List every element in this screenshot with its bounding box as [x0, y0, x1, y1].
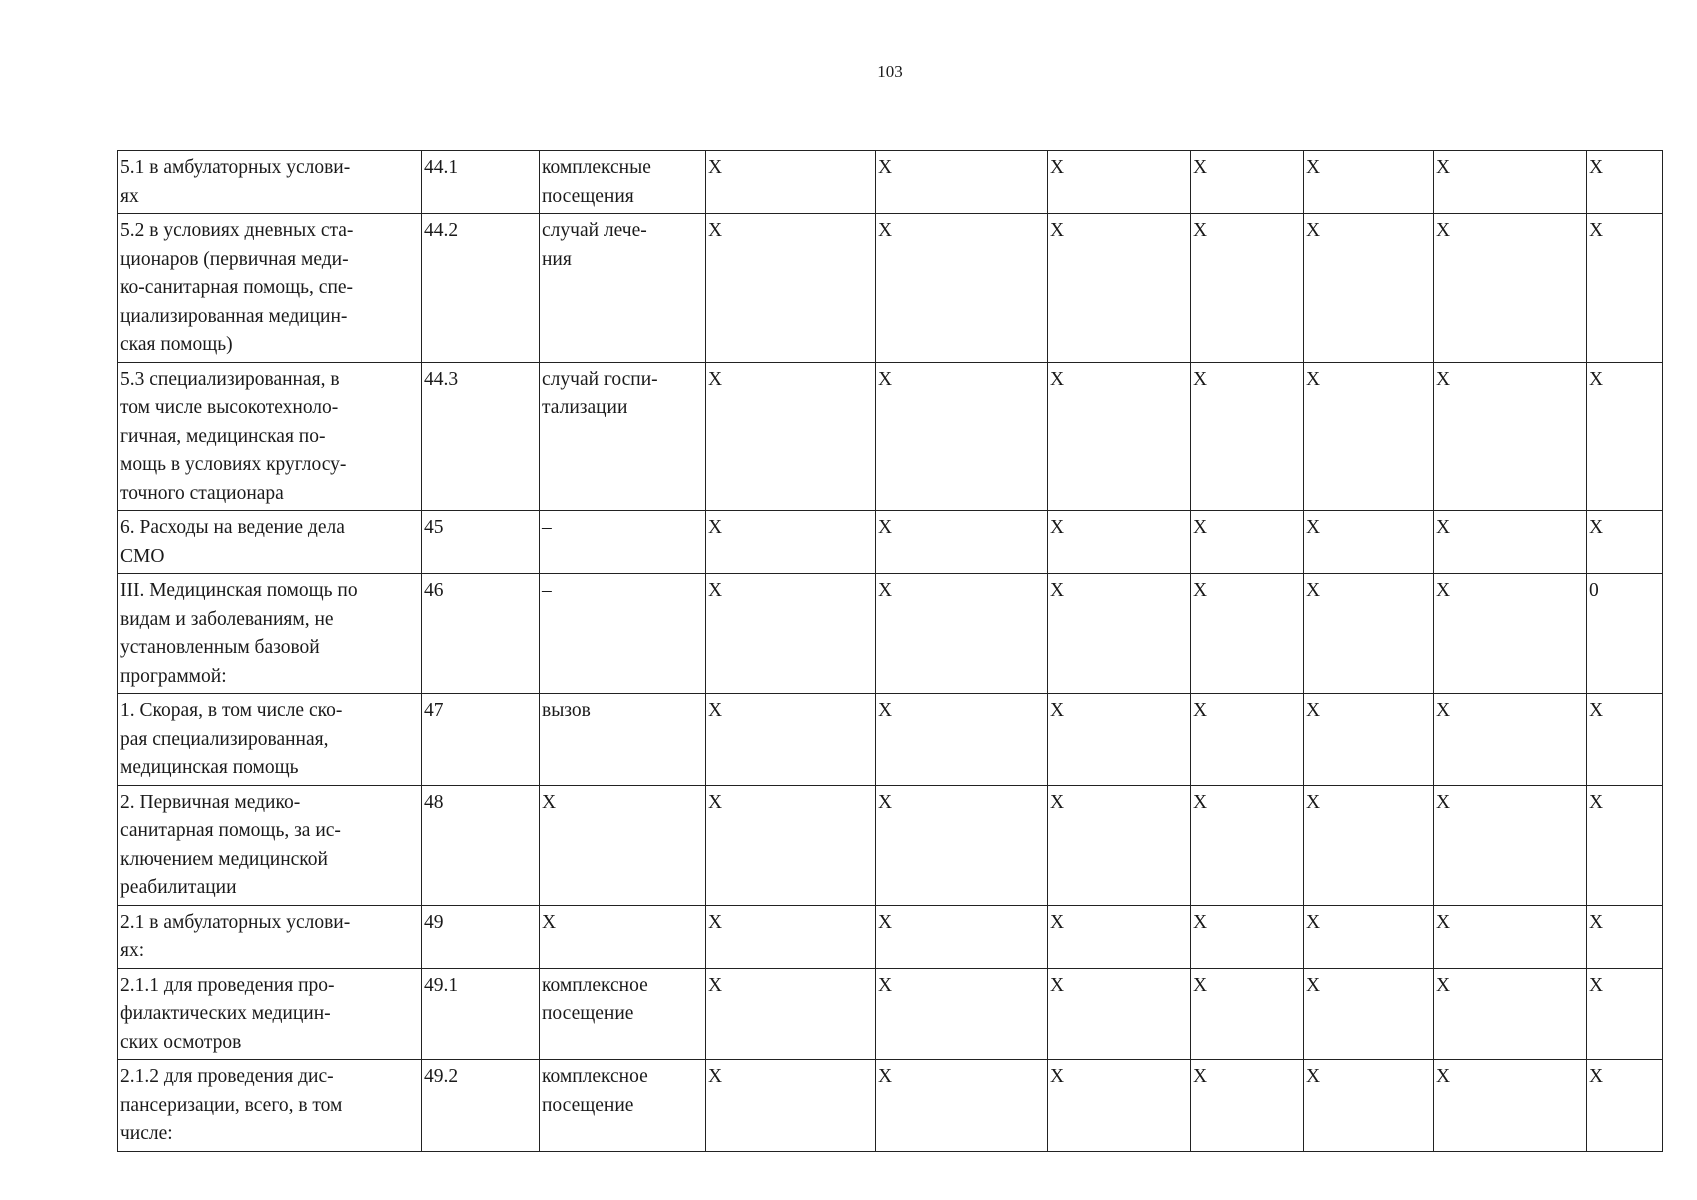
value-cell: X: [1304, 362, 1434, 511]
value-cell: X: [876, 362, 1048, 511]
value-cell: X: [1587, 968, 1663, 1060]
row-code-cell: 49.2: [422, 1060, 540, 1152]
value-cell: X: [1191, 1060, 1304, 1152]
value-cell: X: [1587, 362, 1663, 511]
row-name-cell: 5.2 в условиях дневных ста- ционаров (первичная меди- ко-санитарная помощь, спе- циализированная медицин- ская помощь): [118, 214, 422, 363]
row-code-cell: 44.3: [422, 362, 540, 511]
value-cell: X: [1048, 968, 1191, 1060]
value-cell: X: [706, 785, 876, 905]
value-cell: X: [1191, 968, 1304, 1060]
value-cell: X: [1048, 785, 1191, 905]
value-cell: X: [706, 905, 876, 968]
value-cell: X: [1434, 574, 1587, 694]
table-row: [118, 151, 1663, 214]
table-row: [118, 511, 1663, 574]
value-cell: X: [706, 151, 876, 214]
value-cell: X: [706, 968, 876, 1060]
value-cell: X: [706, 511, 876, 574]
table-row: [118, 1060, 1663, 1152]
value-cell: X: [706, 694, 876, 786]
value-cell: X: [1587, 1060, 1663, 1152]
row-name-cell: 2.1.1 для проведения про- филактических медицин- ских осмотров: [118, 968, 422, 1060]
table-row: [118, 694, 1663, 786]
value-cell: X: [1587, 214, 1663, 363]
row-unit-cell: –: [540, 511, 706, 574]
table-row: [118, 574, 1663, 694]
row-code-cell: 46: [422, 574, 540, 694]
value-cell: 0: [1587, 574, 1663, 694]
value-cell: X: [1304, 694, 1434, 786]
value-cell: X: [876, 511, 1048, 574]
data-table: [117, 150, 1663, 1152]
row-code-cell: 44.1: [422, 151, 540, 214]
value-cell: X: [1304, 1060, 1434, 1152]
row-unit-cell: X: [540, 905, 706, 968]
value-cell: X: [706, 214, 876, 363]
row-unit-cell: X: [540, 785, 706, 905]
value-cell: X: [1048, 694, 1191, 786]
row-name-cell: 1. Скорая, в том числе ско- рая специализированная, медицинская помощь: [118, 694, 422, 786]
value-cell: X: [1434, 511, 1587, 574]
value-cell: X: [876, 968, 1048, 1060]
row-name-cell: 2.1.2 для проведения дис- пансеризации, всего, в том числе:: [118, 1060, 422, 1152]
value-cell: X: [706, 574, 876, 694]
value-cell: X: [1048, 362, 1191, 511]
row-code-cell: 48: [422, 785, 540, 905]
row-code-cell: 49.1: [422, 968, 540, 1060]
table-row: [118, 214, 1663, 363]
value-cell: X: [1434, 905, 1587, 968]
row-name-cell: III. Медицинская помощь по видам и заболеваниям, не установленным базовой программой:: [118, 574, 422, 694]
value-cell: X: [1434, 1060, 1587, 1152]
row-name-cell: 5.3 специализированная, в том числе высокотехноло- гичная, медицинская по- мощь в условиях круглосу- точного стационара: [118, 362, 422, 511]
value-cell: X: [1191, 905, 1304, 968]
value-cell: X: [1587, 694, 1663, 786]
value-cell: X: [706, 1060, 876, 1152]
row-code-cell: 45: [422, 511, 540, 574]
value-cell: X: [1587, 511, 1663, 574]
value-cell: X: [876, 574, 1048, 694]
value-cell: X: [1304, 785, 1434, 905]
value-cell: X: [1304, 214, 1434, 363]
value-cell: X: [876, 905, 1048, 968]
value-cell: X: [1048, 905, 1191, 968]
value-cell: X: [1434, 151, 1587, 214]
value-cell: X: [876, 1060, 1048, 1152]
value-cell: X: [1191, 511, 1304, 574]
row-code-cell: 47: [422, 694, 540, 786]
value-cell: X: [1304, 968, 1434, 1060]
value-cell: X: [1434, 785, 1587, 905]
page-number: 103: [877, 62, 903, 81]
value-cell: X: [1191, 151, 1304, 214]
row-name-cell: 2. Первичная медико- санитарная помощь, за ис- ключением медицинской реабилитации: [118, 785, 422, 905]
row-unit-cell: случай госпи- тализации: [540, 362, 706, 511]
table-row: [118, 785, 1663, 905]
value-cell: X: [1587, 785, 1663, 905]
value-cell: X: [1048, 511, 1191, 574]
row-code-cell: 49: [422, 905, 540, 968]
row-name-cell: 2.1 в амбулаторных услови- ях:: [118, 905, 422, 968]
value-cell: X: [1587, 151, 1663, 214]
value-cell: X: [1048, 214, 1191, 363]
value-cell: X: [876, 694, 1048, 786]
value-cell: X: [1191, 694, 1304, 786]
row-unit-cell: вызов: [540, 694, 706, 786]
value-cell: X: [1587, 905, 1663, 968]
row-name-cell: 5.1 в амбулаторных услови- ях: [118, 151, 422, 214]
row-unit-cell: комплексное посещение: [540, 1060, 706, 1152]
value-cell: X: [1434, 694, 1587, 786]
value-cell: X: [1304, 905, 1434, 968]
table-row: [118, 968, 1663, 1060]
table-row: [118, 362, 1663, 511]
value-cell: X: [876, 785, 1048, 905]
value-cell: X: [1191, 362, 1304, 511]
value-cell: X: [1434, 968, 1587, 1060]
value-cell: X: [1191, 574, 1304, 694]
value-cell: X: [876, 151, 1048, 214]
row-unit-cell: случай лече- ния: [540, 214, 706, 363]
value-cell: X: [1434, 362, 1587, 511]
value-cell: X: [1048, 151, 1191, 214]
value-cell: X: [1048, 1060, 1191, 1152]
value-cell: X: [1304, 151, 1434, 214]
value-cell: X: [706, 362, 876, 511]
value-cell: X: [1304, 574, 1434, 694]
value-cell: X: [1191, 214, 1304, 363]
row-unit-cell: –: [540, 574, 706, 694]
table-row: [118, 905, 1663, 968]
value-cell: X: [876, 214, 1048, 363]
value-cell: X: [1191, 785, 1304, 905]
value-cell: X: [1048, 574, 1191, 694]
value-cell: X: [1434, 214, 1587, 363]
row-code-cell: 44.2: [422, 214, 540, 363]
value-cell: X: [1304, 511, 1434, 574]
row-unit-cell: комплексные посещения: [540, 151, 706, 214]
row-name-cell: 6. Расходы на ведение дела СМО: [118, 511, 422, 574]
row-unit-cell: комплексное посещение: [540, 968, 706, 1060]
